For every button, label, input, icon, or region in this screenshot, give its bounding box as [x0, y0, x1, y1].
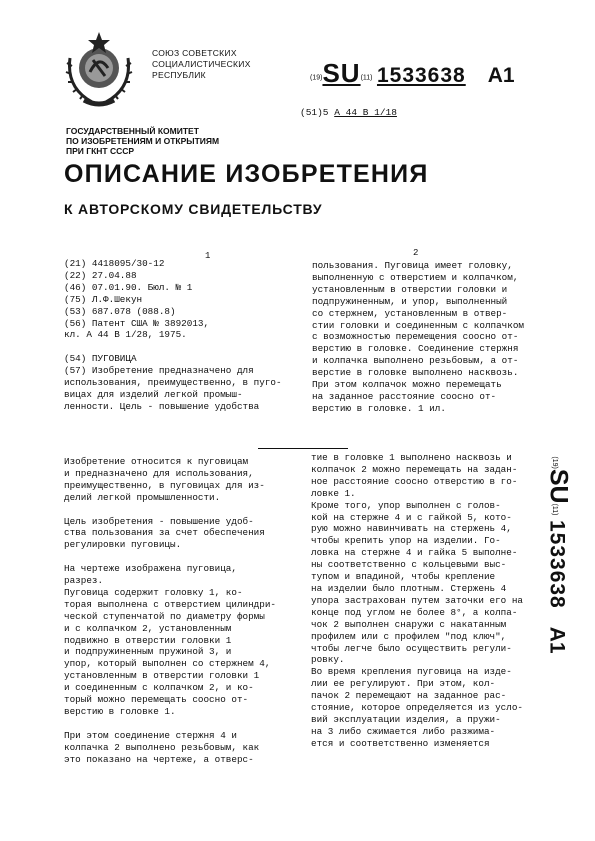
text-line: подвижно в отверстии головки 1: [64, 634, 232, 646]
text-line: это показано на чертеже, а отверс-: [64, 753, 254, 765]
committee-name: [66, 126, 219, 156]
text-line: выполненную с отверстием и колпачком,: [312, 271, 519, 283]
text-line: и предназначено для использования,: [64, 467, 254, 479]
text-line: вий эксплуатации изделия, а пружи-: [311, 713, 501, 725]
text-line: установленным в отверстии головки и: [312, 283, 508, 295]
patent-number: 1533638: [545, 519, 569, 609]
text-line: ровку.: [311, 654, 345, 666]
text-line: (54) ПУГОВИЦА: [64, 353, 137, 365]
text-line: лии ее регулируют. При этом, кол-: [311, 678, 496, 690]
text-line: конце под углом не более 8°, а колпа-: [311, 606, 518, 618]
text-line: на 3 либо сжимается либо разжима-: [311, 725, 496, 737]
text-line: рую можно навинчивать на стержень 4,: [311, 523, 512, 535]
text-line: подпружиненным, и упор, выполненный: [312, 295, 508, 307]
kind-code: A1: [545, 626, 569, 654]
text-line: Во время крепления пуговица на изде-: [311, 666, 512, 678]
committee-line: ГОСУДАРСТВЕННЫЙ КОМИТЕТ: [66, 126, 199, 136]
text-line: [64, 718, 276, 730]
text-line: верстию в головке. Соединение стержня: [312, 343, 519, 355]
union-name: [152, 48, 251, 81]
text-line: ства пользования за счет обеспечения: [64, 527, 265, 539]
text-line: (46) 07.01.90. Бюл. № 1: [64, 281, 193, 293]
ipc-class: A 44 B 1/18: [334, 107, 397, 118]
abstract-continuation: [312, 260, 524, 415]
text-line: Пуговица содержит головку 1, ко-: [64, 586, 243, 598]
text-line: упора застрахован путем заточки его на: [311, 594, 524, 606]
text-line: (21) 4418095/30-12: [64, 258, 165, 269]
text-line: и соединенным с колпачком 2, и ко-: [64, 682, 254, 694]
text-line: пользования. Пуговица имеет головку,: [312, 260, 513, 271]
text-line: на изделии было плотным. Стержень 4: [311, 582, 507, 594]
patent-number-block: [310, 58, 515, 89]
text-line: При этом колпачок можно перемещать: [312, 379, 502, 391]
text-line: кой на стержне 4 и с гайкой 5, кото-: [311, 511, 512, 523]
text-line: использования, преимущественно, в пуго-: [64, 377, 282, 389]
text-line: чок 2 выполнен снаружи с накатанным: [311, 618, 507, 630]
ipc-classification: [300, 107, 397, 118]
text-line: и колпачка выполнено резьбовым, а от-: [312, 355, 519, 367]
union-line: РЕСПУБЛИК: [152, 70, 206, 80]
text-line: При этом соединение стержня 4 и: [64, 729, 237, 741]
text-line: и подпружиненным пружиной 3, и: [64, 646, 232, 658]
text-line: [64, 341, 282, 353]
committee-line: ПРИ ГКНТ СССР: [66, 146, 135, 156]
text-line: (57) Изобретение предназначено для: [64, 365, 254, 377]
text-line: ное расстояние соосно отверстию в го-: [311, 475, 518, 487]
text-line: ется и соответственно изменяется: [311, 737, 490, 749]
text-line: (56) Патент США № 3892013,: [64, 317, 210, 329]
text-line: со стержнем, установленным в отвер-: [312, 307, 508, 319]
text-line: и с колпачком 2, установленным: [64, 622, 232, 634]
text-line: (75) Л.Ф.Шекун: [64, 293, 143, 305]
text-line: ловке 1.: [311, 487, 356, 499]
text-line: верстию в головке 1.: [64, 706, 176, 717]
section-divider: [258, 448, 348, 449]
description-right-column: [311, 452, 523, 750]
text-line: стии головки и соединенным с колпачком: [312, 319, 525, 331]
code-19: (19): [551, 456, 559, 469]
text-line: тупом и впадиной, чтобы крепление: [311, 571, 496, 583]
text-line: ленности. Цель - повышение удобства: [64, 400, 260, 412]
country-code: SU: [544, 468, 573, 504]
patent-number: 1533638: [376, 64, 466, 87]
column-number-right: 2: [413, 248, 419, 258]
text-line: торая выполнена с отверстием цилиндри-: [64, 598, 277, 610]
text-line: вицах для изделий легкой промыш-: [64, 388, 243, 400]
bibliographic-data: [64, 258, 282, 413]
kind-code: A1: [487, 64, 515, 87]
text-line: [64, 551, 276, 563]
text-line: колпачка 2 выполнено резьбовым, как: [64, 741, 260, 753]
text-line: с возможностью перемещения соосно от-: [312, 331, 519, 343]
text-line: чтобы крепить упор на изделии. Го-: [311, 535, 501, 547]
text-line: стояние, которое определяется из усло-: [311, 702, 524, 714]
text-line: ческой ступенчатой по диаметру формы: [64, 610, 265, 622]
union-line: СОЮЗ СОВЕТСКИХ: [152, 48, 237, 58]
code-19: (19): [310, 74, 323, 82]
text-line: верстие в головке выполнено насквозь.: [312, 367, 519, 379]
text-line: торый можно перемещать соосно от-: [64, 694, 249, 706]
text-line: ловка на стержне 4 и гайка 5 выполне-: [311, 547, 518, 559]
text-line: преимущественно, в пуговицах для из-: [64, 479, 265, 491]
document-title: ОПИСАНИЕ ИЗОБРЕТЕНИЯ: [64, 160, 429, 188]
text-line: на заданное расстояние соосно от-: [312, 390, 497, 402]
text-line: профилем или с профилем "под ключ",: [311, 630, 507, 642]
text-line: ны соответственно с кольцевыми выс-: [311, 559, 507, 571]
text-line: регулировки пуговицы.: [64, 539, 182, 551]
code-11: (11): [551, 503, 559, 516]
text-line: верстию в головке. 1 ил.: [312, 402, 446, 414]
text-line: упор, который выполнен со стержнем 4,: [64, 658, 271, 670]
text-line: Кроме того, упор выполнен с голов-: [311, 499, 501, 511]
committee-line: ПО ИЗОБРЕТЕНИЯМ И ОТКРЫТИЯМ: [66, 136, 220, 146]
ussr-state-emblem: [62, 28, 136, 108]
union-line: СОЦИАЛИСТИЧЕСКИХ: [152, 59, 251, 69]
text-line: тие в головке 1 выполнено насквозь и: [311, 452, 512, 463]
country-code: SU: [322, 58, 361, 88]
text-line: кл. А 44 В 1/28, 1975.: [64, 329, 187, 341]
text-line: делий легкой промышленности.: [64, 491, 221, 503]
text-line: Цель изобретения - повышение удоб-: [64, 515, 254, 527]
text-line: (53) 687.078 (088.8): [64, 305, 176, 317]
text-line: колпачок 2 можно перемещать на задан-: [311, 463, 518, 475]
document-subtitle: К АВТОРСКОМУ СВИДЕТЕЛЬСТВУ: [64, 201, 323, 217]
text-line: (22) 27.04.88: [64, 269, 137, 281]
text-line: пачок 2 перемещают на заданное рас-: [311, 690, 507, 702]
text-line: чтобы легче было осуществить регули-: [311, 642, 512, 654]
ipc-code: (51)5: [300, 107, 329, 118]
text-line: установленным в отверстии головки 1: [64, 670, 260, 682]
vertical-patent-number: [528, 440, 588, 670]
text-line: [64, 504, 276, 516]
description-left-column: [64, 456, 276, 766]
column-number-left: 1: [205, 251, 211, 261]
code-11: (11): [360, 74, 373, 82]
text-line: Изобретение относится к пуговицам: [64, 456, 249, 467]
text-line: разрез.: [64, 575, 104, 587]
text-line: На чертеже изображена пуговица,: [64, 563, 237, 575]
